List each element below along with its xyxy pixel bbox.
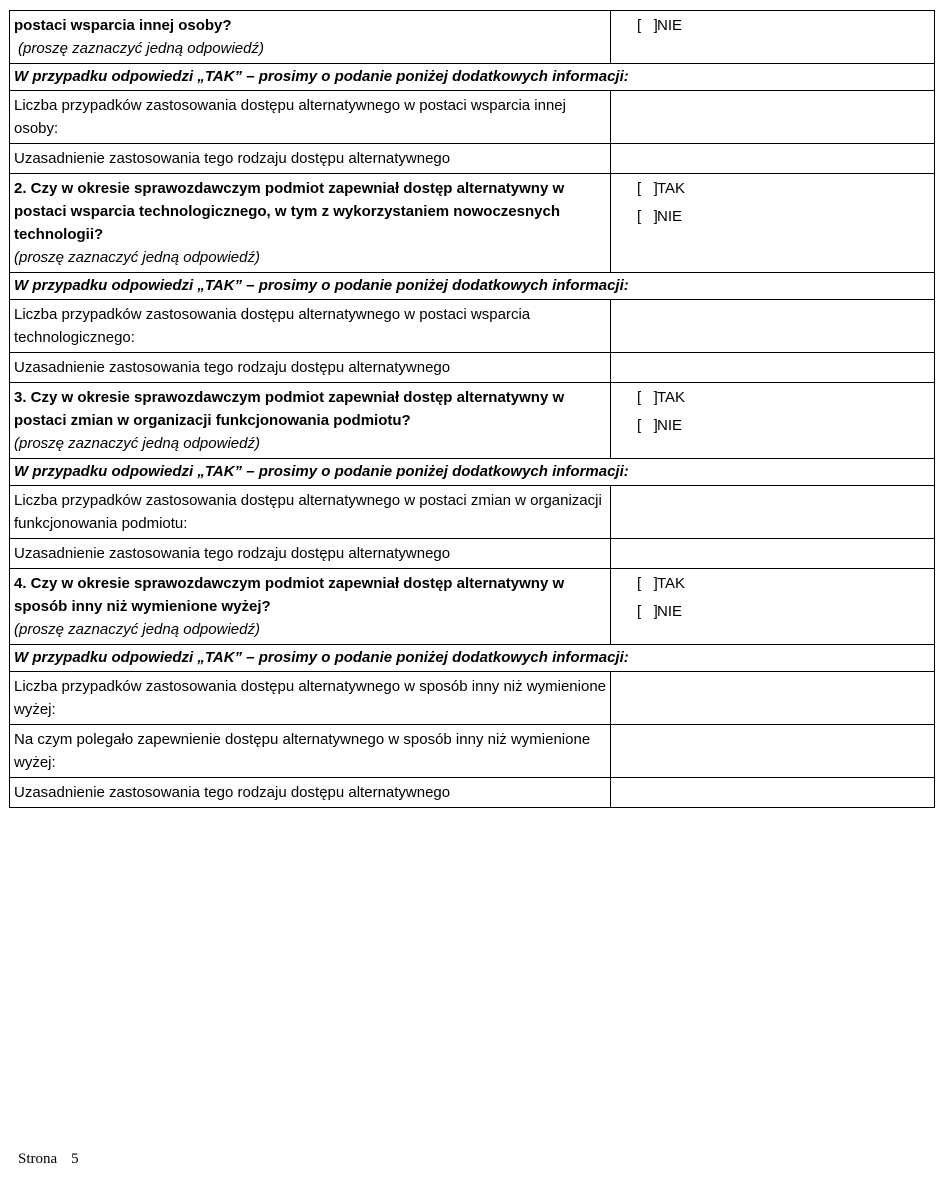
info-label: Uzasadnienie zastosowania tego rodzaju dostępu alternatywnego [10,144,611,174]
info-row [10,778,935,808]
page-number: 5 [71,1151,79,1167]
tak-note: W przypadku odpowiedzi „TAK” – prosimy o podanie poniżej dodatkowych informacji: [10,645,935,672]
answer-cell [611,569,935,645]
info-row [10,539,935,569]
info-row [10,144,935,174]
option-nie[interactable] [615,14,930,37]
tak-note-row [10,645,935,672]
question-row-2 [10,174,935,273]
info-label: Liczba przypadków zastosowania dostępu alternatywnego w postaci zmian w organizacji funkcjonowania podmiotu: [10,486,611,539]
info-label: Uzasadnienie zastosowania tego rodzaju dostępu alternatywnego [10,539,611,569]
info-label: Uzasadnienie zastosowania tego rodzaju dostępu alternatywnego [10,353,611,383]
option-tak[interactable] [615,386,930,409]
info-answer-field[interactable] [611,91,935,144]
info-label: Liczba przypadków zastosowania dostępu alternatywnego w postaci wsparcia innej osoby: [10,91,611,144]
option-label: NIE [657,208,683,225]
page-footer [18,1151,79,1168]
option-label: TAK [657,389,686,406]
page-label: Strona [18,1151,58,1167]
answer-cell [611,174,935,273]
option-nie[interactable] [615,414,930,437]
tak-note-row [10,459,935,486]
info-label: Na czym polegało zapewnienie dostępu alternatywnego w sposób inny niż wymienione wyżej: [10,725,611,778]
option-label: NIE [657,417,683,434]
question-hint: (proszę zaznaczyć jedną odpowiedź) [14,249,260,266]
checkbox[interactable]: [ ] [637,417,658,434]
info-row [10,486,935,539]
option-label: NIE [657,603,683,620]
checkbox[interactable]: [ ] [637,389,658,406]
checkbox[interactable]: [ ] [637,575,658,592]
option-nie[interactable] [615,205,930,228]
info-answer-field[interactable] [611,725,935,778]
info-row [10,725,935,778]
checkbox[interactable]: [ ] [637,17,658,34]
question-cell [10,11,611,64]
info-answer-field[interactable] [611,144,935,174]
info-answer-field[interactable] [611,486,935,539]
question-hint: (proszę zaznaczyć jedną odpowiedź) [14,621,260,638]
tak-note-row [10,64,935,91]
checkbox[interactable]: [ ] [637,180,658,197]
answer-cell [611,11,935,64]
question-cell [10,174,611,273]
question-row-4 [10,569,935,645]
checkbox[interactable]: [ ] [637,208,658,225]
survey-table [9,10,935,808]
info-label: Uzasadnienie zastosowania tego rodzaju dostępu alternatywnego [10,778,611,808]
checkbox[interactable]: [ ] [637,603,658,620]
info-answer-field[interactable] [611,778,935,808]
info-row [10,300,935,353]
option-label: TAK [657,180,686,197]
info-answer-field[interactable] [611,353,935,383]
question-cell [10,383,611,459]
info-answer-field[interactable] [611,539,935,569]
info-label: Liczba przypadków zastosowania dostępu alternatywnego w sposób inny niż wymienione wyżej: [10,672,611,725]
info-row [10,353,935,383]
option-tak[interactable] [615,572,930,595]
info-answer-field[interactable] [611,300,935,353]
info-label: Liczba przypadków zastosowania dostępu alternatywnego w postaci wsparcia technologicznego: [10,300,611,353]
option-nie[interactable] [615,600,930,623]
question-cell [10,569,611,645]
question-text: 3. Czy w okresie sprawozdawczym podmiot zapewniał dostęp alternatywny w postaci zmian w organizacji funkcjonowania podmiotu? [14,389,565,429]
answer-cell [611,383,935,459]
question-text: 2. Czy w okresie sprawozdawczym podmiot zapewniał dostęp alternatywny w postaci wsparcia technologicznego, w tym z wykorzystaniem nowoczesnych technologii? [14,180,565,243]
question-text: postaci wsparcia innej osoby? [14,17,232,34]
tak-note-row [10,273,935,300]
question-hint: (proszę zaznaczyć jedną odpowiedź) [14,435,260,452]
question-hint: (proszę zaznaczyć jedną odpowiedź) [18,40,264,57]
option-label: NIE [657,17,683,34]
info-answer-field[interactable] [611,672,935,725]
option-tak[interactable] [615,177,930,200]
option-label: TAK [657,575,686,592]
info-row [10,91,935,144]
question-text: 4. Czy w okresie sprawozdawczym podmiot zapewniał dostęp alternatywny w sposób inny niż wymienione wyżej? [14,575,565,615]
tak-note: W przypadku odpowiedzi „TAK” – prosimy o podanie poniżej dodatkowych informacji: [10,459,935,486]
tak-note: W przypadku odpowiedzi „TAK” – prosimy o podanie poniżej dodatkowych informacji: [10,273,935,300]
tak-note: W przypadku odpowiedzi „TAK” – prosimy o podanie poniżej dodatkowych informacji: [10,64,935,91]
question-row-3 [10,383,935,459]
question-row-1 [10,11,935,64]
info-row [10,672,935,725]
